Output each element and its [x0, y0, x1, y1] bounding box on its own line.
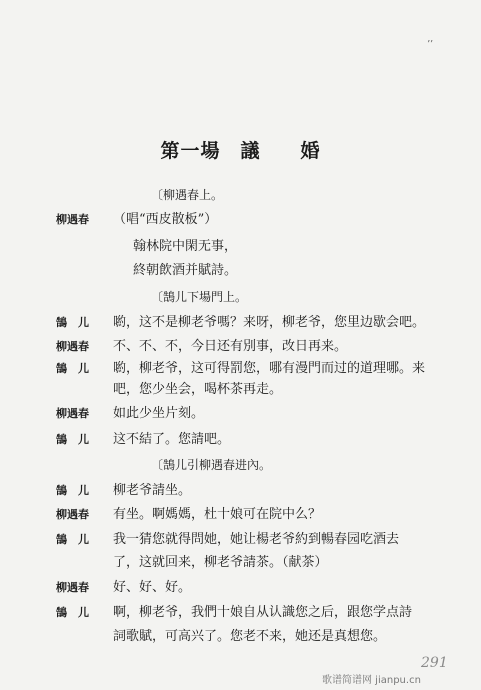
dialogue-line: [56, 210, 476, 230]
dialogue-line: [56, 530, 476, 550]
speaker-name: 鵠 儿: [56, 606, 89, 619]
speaker-name: 鵠 儿: [56, 433, 89, 446]
dialogue-line: [56, 430, 476, 450]
stage-direction: 〔鵠儿下場門上。: [151, 290, 248, 304]
speaker-name: 柳遇春: [56, 508, 89, 521]
sung-verse: 終朝飲酒并賦詩。: [133, 263, 238, 278]
dialogue-text: 如此少坐片刻。: [113, 406, 205, 421]
speaker-name: 鵠 儿: [56, 362, 89, 375]
dialogue-text: 了，这就回来，柳老爷請茶。（献茶）: [113, 555, 328, 570]
speaker-name: 鵠 儿: [56, 533, 89, 546]
dialogue-line: [56, 603, 476, 623]
dialogue-text: （唱“西皮散板”）: [113, 212, 218, 227]
dialogue-line: [56, 287, 476, 307]
dialogue-text: 啊，柳老爷，我們十娘自从认識您之后，跟您学点詩: [113, 605, 413, 620]
dialogue-line: [56, 505, 476, 525]
dialogue-text: 詞歌賦，可高兴了。您老不来，她还是真想您。: [113, 629, 387, 644]
dialogue-text: 这不結了。您請吧。: [113, 432, 231, 447]
dialogue-line: [56, 185, 476, 205]
speaker-name: 鵠 儿: [56, 316, 89, 329]
stage-direction: 〔鵠儿引柳遇春进內。: [151, 458, 272, 472]
speaker-name: 柳遇春: [56, 213, 89, 226]
dialogue-text: 喲，这不是柳老爷嗎？来呀，柳老爷，您里边歇会吧。: [113, 315, 426, 330]
dialogue-line: [56, 380, 476, 400]
dialogue-line: [56, 578, 476, 598]
dialogue-text: 不、不、不，今日还有別事，改日再来。: [113, 339, 348, 354]
speaker-name: 鵠 儿: [56, 484, 89, 497]
dialogue-line: [56, 337, 476, 357]
speaker-name: 柳遇春: [56, 340, 89, 353]
dialogue-text: 喲，柳老爷，这可得罰您，哪有漫門而过的道理哪。来: [113, 361, 426, 376]
corner-mark: ʼʼ: [427, 40, 433, 50]
dialogue-line: [56, 455, 476, 475]
dialogue-line: [56, 481, 476, 501]
scene-title: 第一場 議 婚: [160, 140, 321, 162]
speaker-name: 柳遇春: [56, 407, 89, 420]
dialogue-line: [56, 359, 476, 379]
stage-direction: 〔柳遇春上。: [151, 188, 224, 202]
page-number: 291: [421, 655, 448, 671]
dialogue-text: 吧，您少坐会，喝杯茶再走。: [113, 382, 283, 397]
speaker-name: 柳遇春: [56, 581, 89, 594]
dialogue-text: 有坐。啊媽媽，杜十娘可在院中么？: [113, 507, 322, 522]
site-watermark: 歌谱简谱网 jianpu.cn: [322, 675, 421, 686]
dialogue-line: [56, 237, 476, 257]
sung-verse: 翰林院中閑无事，: [133, 239, 238, 254]
dialogue-line: [56, 627, 476, 647]
dialogue-text: 柳老爷請坐。: [113, 483, 192, 498]
dialogue-line: [56, 261, 476, 281]
dialogue-line: [56, 553, 476, 573]
dialogue-text: 我一猜您就得問她，她让楊老爷約到暢春园吃酒去: [113, 532, 400, 547]
dialogue-text: 好、好、好。: [113, 580, 192, 595]
dialogue-line: [56, 404, 476, 424]
dialogue-line: [56, 313, 476, 333]
